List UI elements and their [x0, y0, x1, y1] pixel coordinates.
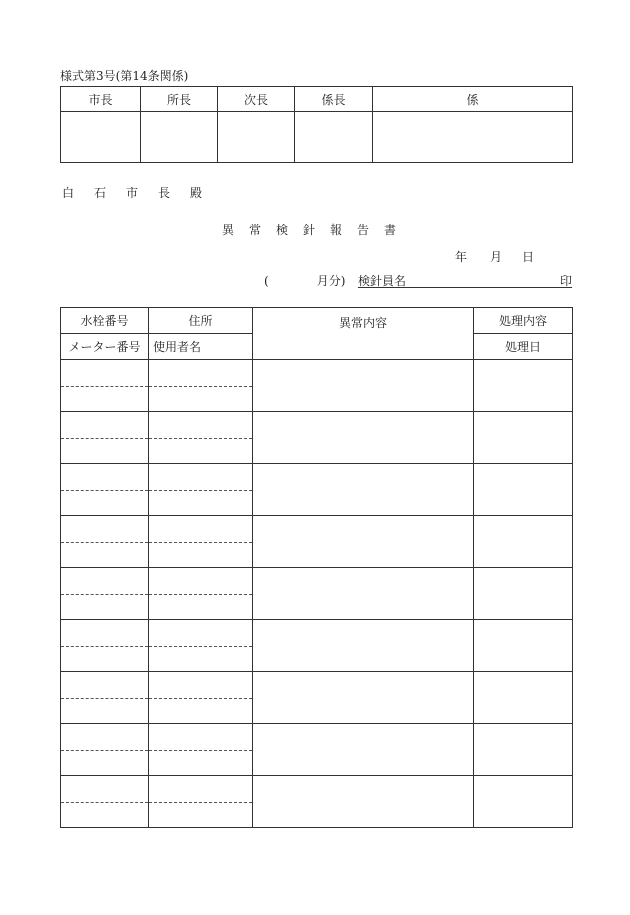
approval-stamp-cell[interactable] [373, 112, 573, 163]
meter-cell[interactable] [61, 776, 149, 828]
anomaly-cell[interactable] [253, 464, 474, 516]
header-user: 使用者名 [149, 334, 253, 360]
address-user-cell[interactable] [149, 516, 253, 568]
address-user-cell[interactable] [149, 724, 253, 776]
meter-cell[interactable] [61, 464, 149, 516]
address-user-cell[interactable] [149, 776, 253, 828]
action-cell[interactable] [474, 516, 573, 568]
approval-stamp-cell[interactable] [295, 112, 373, 163]
form-number: 様式第3号(第14条関係) [60, 69, 189, 83]
action-cell[interactable] [474, 620, 573, 672]
meter-cell[interactable] [61, 412, 149, 464]
reader-label: 検針員名 [358, 274, 407, 288]
table-row [61, 672, 573, 724]
table-row [61, 360, 573, 412]
action-cell[interactable] [474, 464, 573, 516]
date-month: 月 [490, 250, 503, 264]
stamp-mark: 印 [559, 274, 572, 288]
period-open: ( [264, 274, 269, 288]
address-user-cell[interactable] [149, 672, 253, 724]
anomaly-cell[interactable] [253, 672, 474, 724]
page-title: 異常検針報告書 [222, 223, 412, 237]
header-anomaly: 異常内容 [253, 308, 474, 360]
meter-cell[interactable] [61, 568, 149, 620]
meter-cell[interactable] [61, 620, 149, 672]
header-action-date: 処理日 [474, 334, 573, 360]
reader-name-field[interactable] [358, 272, 572, 288]
anomaly-cell[interactable] [253, 516, 474, 568]
action-cell[interactable] [474, 776, 573, 828]
period-line [264, 272, 345, 289]
table-row [61, 568, 573, 620]
approval-stamp-table [60, 86, 573, 163]
anomaly-cell[interactable] [253, 724, 474, 776]
date-line [455, 248, 534, 265]
approval-stamp-cell[interactable] [141, 112, 218, 163]
action-cell[interactable] [474, 724, 573, 776]
action-cell[interactable] [474, 360, 573, 412]
approval-header-staff: 係 [373, 87, 573, 112]
anomaly-cell[interactable] [253, 412, 474, 464]
approval-stamp-cell[interactable] [61, 112, 141, 163]
table-row [61, 776, 573, 828]
anomaly-cell[interactable] [253, 568, 474, 620]
anomaly-cell[interactable] [253, 776, 474, 828]
address-user-cell[interactable] [149, 620, 253, 672]
header-action: 処理内容 [474, 308, 573, 334]
table-row [61, 620, 573, 672]
anomaly-cell[interactable] [253, 360, 474, 412]
table-row [61, 516, 573, 568]
action-cell[interactable] [474, 412, 573, 464]
action-cell[interactable] [474, 568, 573, 620]
report-body [61, 360, 573, 828]
table-row [61, 724, 573, 776]
date-day: 日 [522, 250, 535, 264]
approval-header-mayor: 市長 [61, 87, 141, 112]
addressee: 白石市長殿 [62, 186, 223, 200]
action-cell[interactable] [474, 672, 573, 724]
table-row [61, 412, 573, 464]
meter-cell[interactable] [61, 516, 149, 568]
header-address: 住所 [149, 308, 253, 334]
meter-cell[interactable] [61, 672, 149, 724]
address-user-cell[interactable] [149, 412, 253, 464]
header-meter-plug: 水栓番号 [61, 308, 149, 334]
period-label: 月分) [316, 274, 346, 288]
report-table [60, 307, 573, 828]
date-year: 年 [455, 250, 468, 264]
address-user-cell[interactable] [149, 568, 253, 620]
approval-header-director: 所長 [141, 87, 218, 112]
anomaly-cell[interactable] [253, 620, 474, 672]
header-meter-number: メーター番号 [61, 334, 149, 360]
address-user-cell[interactable] [149, 360, 253, 412]
table-row [61, 464, 573, 516]
meter-cell[interactable] [61, 360, 149, 412]
approval-header-deputy: 次長 [218, 87, 295, 112]
approval-header-chief: 係長 [295, 87, 373, 112]
meter-cell[interactable] [61, 724, 149, 776]
address-user-cell[interactable] [149, 464, 253, 516]
approval-stamp-cell[interactable] [218, 112, 295, 163]
